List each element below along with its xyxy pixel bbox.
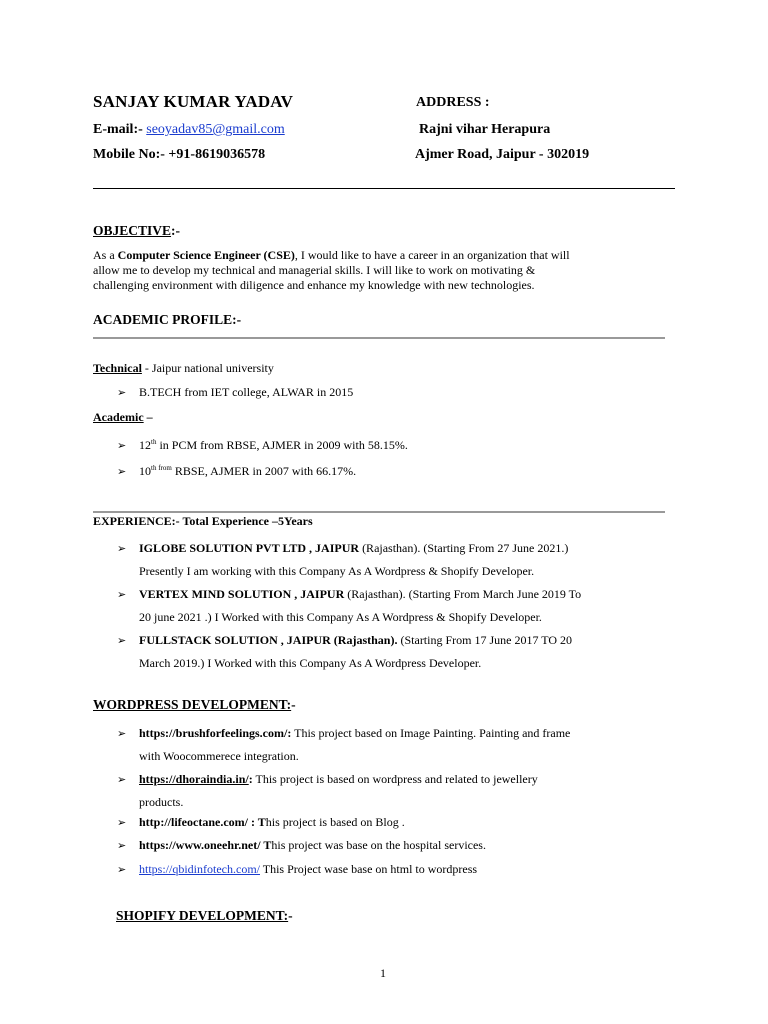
- wp-project-2-line-2: products.: [139, 795, 184, 809]
- wp-project-5-url[interactable]: https://qbidinfotech.com/: [139, 862, 260, 876]
- email-link[interactable]: seoyadav85@gmail.com: [146, 122, 285, 137]
- objective-line-3: challenging environment with diligence and enhance my knowledge with new technologies.: [93, 278, 535, 292]
- wp-project-1-line-2: with Woocommerece integration.: [139, 749, 299, 763]
- candidate-name: SANJAY KUMAR YADAV: [93, 92, 294, 111]
- wp-project-3-text: his project is based on Blog .: [265, 815, 405, 829]
- objective-title: OBJECTIVE: [93, 223, 172, 238]
- objective-text: [93, 248, 570, 293]
- job-1-detail: (Rajasthan). (Starting From 27 June 2021.): [359, 541, 569, 555]
- arrowhead-bullet-icon: ➢: [117, 465, 127, 478]
- wp-project-5: [117, 862, 477, 877]
- bold-arrowhead-bullet-icon: ➢: [117, 588, 127, 601]
- arrowhead-bullet-icon: ➢: [117, 773, 127, 786]
- job-2-line-2: 20 june 2021 .) I Worked with this Company As A Wordpress & Shopify Developer.: [139, 610, 542, 624]
- job-2: [117, 583, 581, 629]
- wordpress-title-suffix: -: [291, 697, 296, 712]
- objective-line-2: allow me to develop my technical and managerial skills. I will like to work on motivating &: [93, 263, 536, 277]
- wp-project-3: [117, 815, 405, 830]
- technical-label: Technical: [93, 361, 142, 375]
- technical-text: - Jaipur national university: [141, 361, 274, 375]
- technical-row: [93, 361, 274, 376]
- job-1-line-2: Presently I am working with this Company As A Wordpress & Shopify Developer.: [139, 564, 535, 578]
- arrowhead-bullet-icon: ➢: [117, 386, 127, 399]
- objective-line-1-pre: As a: [93, 248, 118, 262]
- shopify-heading: [116, 908, 293, 924]
- email-row: [93, 122, 285, 138]
- academic-row: [93, 410, 153, 425]
- shopify-title: SHOPIFY DEVELOPMENT:: [116, 908, 289, 923]
- item2-sup: th from: [151, 464, 172, 472]
- job-3-line-2: March 2019.) I Worked with this Company As A Wordpress Developer.: [139, 656, 482, 670]
- academic-item-2: [117, 464, 356, 479]
- job-2-detail: (Rajasthan). (Starting From March June 2019 To: [344, 587, 582, 601]
- address-line-2: Ajmer Road, Jaipur - 302019: [415, 147, 590, 162]
- academic-divider: [93, 337, 665, 339]
- objective-heading: [93, 223, 180, 239]
- arrowhead-bullet-icon: ➢: [117, 863, 127, 876]
- wp-project-1-url[interactable]: https://brushforfeelings.com/:: [139, 726, 292, 740]
- wp-project-4-url[interactable]: https://www.oneehr.net/ T: [139, 838, 272, 852]
- experience-heading: EXPERIENCE:- Total Experience –5Years: [93, 514, 313, 528]
- wp-project-1: [117, 722, 570, 768]
- item1-sup: th: [151, 438, 157, 446]
- address-line-1: Rajni vihar Herapura: [419, 122, 551, 137]
- wp-project-3-url[interactable]: http://lifeoctane.com/ : T: [139, 815, 266, 829]
- item2-num: 10: [139, 464, 151, 478]
- wp-project-2-url[interactable]: https://dhoraindia.in/: [139, 772, 249, 786]
- mobile-number: Mobile No:- +91-8619036578: [93, 147, 266, 162]
- email-label: E-mail:-: [93, 122, 143, 137]
- item1-text: in PCM from RBSE, AJMER in 2009 with 58.15%.: [156, 438, 408, 452]
- wp-project-2-url-suffix: :: [248, 772, 253, 786]
- item2-text: RBSE, AJMER in 2007 with 66.17%.: [171, 464, 357, 478]
- arrowhead-bullet-icon: ➢: [117, 727, 127, 740]
- job-1-company: IGLOBE SOLUTION PVT LTD , JAIPUR: [139, 541, 360, 555]
- arrowhead-bullet-icon: ➢: [117, 439, 127, 452]
- btech-text: B.TECH from IET college, ALWAR in 2015: [139, 385, 354, 399]
- academic-suffix: –: [143, 410, 153, 424]
- objective-title-suffix: :-: [171, 223, 181, 238]
- btech-item: [117, 385, 353, 400]
- wp-project-4: [117, 838, 486, 853]
- header-divider: [93, 188, 675, 189]
- arrowhead-bullet-icon: ➢: [117, 816, 127, 829]
- bold-arrowhead-bullet-icon: ➢: [117, 542, 127, 555]
- job-3: [117, 629, 572, 675]
- experience-divider: [93, 511, 665, 513]
- wp-project-4-text: his project was base on the hospital services.: [271, 838, 486, 852]
- address-label: ADDRESS :: [416, 95, 490, 110]
- item1-num: 12: [139, 438, 151, 452]
- wp-project-2-text: This project is based on wordpress and related to jewellery: [252, 772, 538, 786]
- wordpress-heading: [93, 697, 296, 713]
- objective-line-1-post: , I would like to have a career in an organization that will: [294, 248, 570, 262]
- academic-heading: ACADEMIC PROFILE:-: [93, 312, 242, 327]
- academic-item-1: [117, 438, 408, 453]
- arrowhead-bullet-icon: ➢: [117, 839, 127, 852]
- bold-arrowhead-bullet-icon: ➢: [117, 634, 127, 647]
- job-1: [117, 537, 568, 583]
- wp-project-1-text: This project based on Image Painting. Painting and frame: [291, 726, 571, 740]
- page-number: 1: [380, 966, 386, 980]
- wp-project-5-text: This Project wase base on html to wordpress: [259, 862, 478, 876]
- job-3-detail: (Starting From 17 June 2017 TO 20: [397, 633, 573, 647]
- job-3-company: FULLSTACK SOLUTION , JAIPUR (Rajasthan).: [139, 633, 398, 647]
- shopify-title-suffix: -: [288, 908, 293, 923]
- wp-project-2: [117, 768, 538, 814]
- wordpress-title: WORDPRESS DEVELOPMENT:: [93, 697, 292, 712]
- academic-label: Academic: [93, 410, 144, 424]
- job-2-company: VERTEX MIND SOLUTION , JAIPUR: [139, 587, 345, 601]
- objective-line-1: [93, 248, 570, 263]
- objective-role: Computer Science Engineer (CSE): [117, 248, 295, 262]
